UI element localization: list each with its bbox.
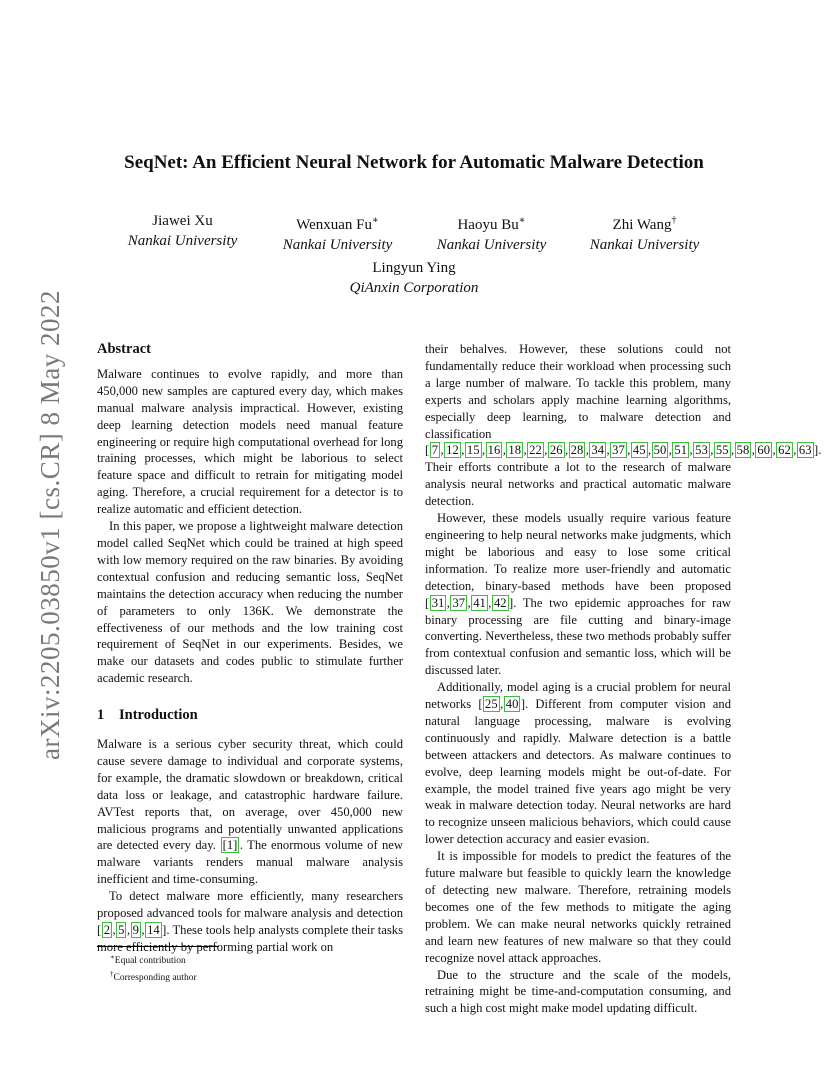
citation-link[interactable]: 37 [452, 595, 466, 610]
citation-link[interactable]: 60 [757, 443, 770, 458]
citation-link[interactable]: 50 [653, 443, 667, 458]
section-heading-introduction [97, 707, 403, 724]
citation-group: 2 , 5 , 9 , 14 [103, 923, 160, 937]
citation-link[interactable]: 41 [473, 595, 486, 610]
footnote-text: Equal contribution [114, 956, 186, 967]
abstract-paragraph: In this paper, we propose a lightweight malware detection model called SeqNet which could be trained at high speed with low memory required on the raw binaries. By avoiding contextual confusion and reducing semantic loss, SeqNet maintains the detection accuracy when reducing the number of parameters to only 136K. We demonstrate the effectiveness of our methods and the low training cost requirement of SeqNet in our experiments. Besides, we make our datasets and codes public to stimulate further academic research. [97, 519, 403, 686]
citation-link[interactable]: 16 [487, 443, 501, 458]
author-block [105, 211, 260, 251]
author-block [414, 211, 569, 255]
footnote-text: Corresponding author [113, 973, 197, 984]
footnote [110, 968, 197, 985]
citation-link[interactable]: 63 [798, 443, 812, 458]
paragraph-text: ]. Different from computer vision and natural language processing, malware is evolving continuously and rapidly. Malware detection is a battle between attackers and detectors. As malware continues to evolve, deep learning models might be out-of-date. For example, the model trained five years ago might be very weak in malware detection today. Neural networks are hard to recognize unseen malicious behaviors, which could cause lower detection accuracy and easier evasion. [425, 697, 731, 847]
author-affiliation: Nankai University [436, 237, 547, 253]
body-paragraph [97, 736, 403, 888]
author-mark: ∗ [518, 215, 526, 226]
footnote [110, 951, 197, 968]
paragraph-text: To detect malware more efficiently, many researchers proposed advanced tools for malware analysis and detection [ [97, 889, 403, 937]
citation-link[interactable]: 5 [118, 923, 125, 937]
footnotes [110, 951, 197, 985]
citation-link[interactable]: 37 [612, 443, 625, 458]
citation-link[interactable]: 15 [466, 443, 480, 458]
paper-title: SeqNet: An Efficient Neural Network for Automatic Malware Detection [124, 152, 704, 173]
section-title: Introduction [119, 707, 198, 724]
body-paragraph [425, 679, 731, 848]
author-mark: † [671, 215, 677, 226]
paragraph-text: ]. Their efforts contribute a lot to the research of malware analysis neural networks and practical automatic malware detection. [425, 443, 822, 509]
author-affiliation: Nankai University [282, 237, 393, 253]
citation-link[interactable]: 28 [570, 443, 584, 458]
citation-link[interactable]: 14 [147, 923, 160, 937]
citation-link[interactable]: 55 [715, 443, 729, 458]
author-affiliation: QiAnxin Corporation [349, 280, 479, 296]
section-number: 1 [97, 707, 105, 724]
citation-link[interactable]: 31 [431, 595, 445, 610]
paragraph-text: ]. The two epidemic approaches for raw binary processing are file cutting and binary-image converting. Nevertheless, these two methods probably suffer from contextual confusion and semantic loss, which will be discussed later. [425, 595, 731, 678]
arxiv-identifier-stamp: arXiv:2205.03850v1 [cs.CR] 8 May 2022 [35, 290, 65, 760]
citation-link[interactable]: 7 [431, 443, 438, 458]
citation-link[interactable]: 9 [132, 923, 139, 937]
footnote-rule [97, 946, 219, 947]
paragraph-text: ]. These tools help analysts complete their tasks more efficiently by performing partial work on [97, 923, 403, 954]
author-affiliation: Nankai University [589, 237, 700, 253]
author-block [567, 211, 722, 255]
abstract-paragraph: Malware continues to evolve rapidly, and more than 450,000 new samples are captured every day, which makes manual malware analysis impractical. However, existing deep learning detection models need manual feature engineering or require high computational overhead for long training processes, which might be laborious to select feature space and difficult to retrain for mitigating model aging. Therefore, a crucial requirement for a detector is to realize automatic and efficient detection. [97, 366, 403, 517]
footnote-mark: ∗ [110, 953, 115, 961]
author-name: Lingyun Ying [372, 260, 456, 276]
citation-link[interactable]: 34 [591, 443, 604, 458]
right-column [425, 341, 822, 1017]
citation-link[interactable]: 26 [549, 443, 563, 458]
author-block [314, 258, 514, 298]
author-mark: ∗ [372, 215, 379, 226]
citation-group: 25 , 40 [485, 697, 519, 712]
citation-link[interactable]: 51 [674, 443, 687, 458]
author-block [260, 211, 415, 255]
paragraph-text: Additionally, model aging is a crucial problem for neural networks [ [425, 680, 731, 712]
citation-link[interactable]: 45 [632, 443, 646, 458]
footnote-mark: † [110, 970, 114, 979]
paragraph-text: . The enormous volume of new malware variants renders manual malware analysis inefficient and time-consuming. [97, 838, 403, 887]
citation-group: 31 , 37 , 41 , 42 [431, 595, 507, 610]
body-paragraph [425, 341, 822, 510]
body-paragraph: It is impossible for models to predict the features of the future malware but feasible to quickly learn the knowledge of detecting new malware. Therefore, retraining models becomes one of the few methods to mitigate the aging problem. We can make neural networks quickly retrained and learn new features of new malware so that they could recognize novel attack approaches. [425, 849, 731, 965]
citation-link[interactable]: 53 [695, 443, 708, 458]
citation-link[interactable]: 22 [529, 443, 542, 458]
citation-link[interactable]: 42 [493, 595, 507, 610]
citation-link[interactable]: 62 [778, 443, 791, 458]
citation-link[interactable]: 18 [508, 443, 521, 458]
citation-group: 7 , 12 , 15 , 16 , 18 , 22 , 26 , 28 , 34 , 37 , 45 , 50 , 51 , 53 , 55 , 58 , 60 , 62 , 63 [431, 443, 812, 458]
abstract-heading: Abstract [97, 341, 151, 357]
citation-link[interactable]: 40 [505, 697, 519, 712]
paragraph-text: their behalves. However, these solutions could not fundamentally reduce their workload when processing such a large number of malware. To tackle this problem, many experts and scholars apply machine learning algorithms, especially deep learning, to malware detection and classification [ [425, 342, 731, 458]
paragraph-text: Malware is a serious cyber security threat, which could cause severe damage to individual and corporate systems, for example, the dramatic slowdown or breakdown, critical data loss or leakage, and catastrophic hardware failure. AVTest reports that, on average, over 450,000 new malicious programs and potentially unwanted applications are detected every day. [97, 737, 403, 853]
body-paragraph [425, 510, 731, 679]
left-column [97, 341, 403, 956]
author-name: Haoyu Bu [457, 217, 519, 233]
author-name: Zhi Wang [612, 217, 672, 233]
author-affiliation: Nankai University [127, 233, 238, 249]
author-name: Wenxuan Fu [296, 217, 373, 233]
citation-link[interactable]: 2 [103, 923, 110, 937]
citation-link[interactable]: 25 [485, 697, 498, 712]
citation-link[interactable]: [1] [222, 838, 238, 853]
citation-link[interactable]: 58 [736, 443, 750, 458]
body-paragraph: Due to the structure and the scale of the models, retraining might be time-and-computation consuming, and such a high cost might make model updating difficult. [425, 967, 731, 1016]
author-name: Jiawei Xu [152, 213, 213, 229]
citation-link[interactable]: 12 [446, 443, 459, 458]
paragraph-text: However, these models usually require various feature engineering to help neural networks make judgments, which might be laborious and easy to lose some critical information. To realize more user-friendly and automatic detection, binary-based methods have been proposed [ [425, 511, 731, 610]
